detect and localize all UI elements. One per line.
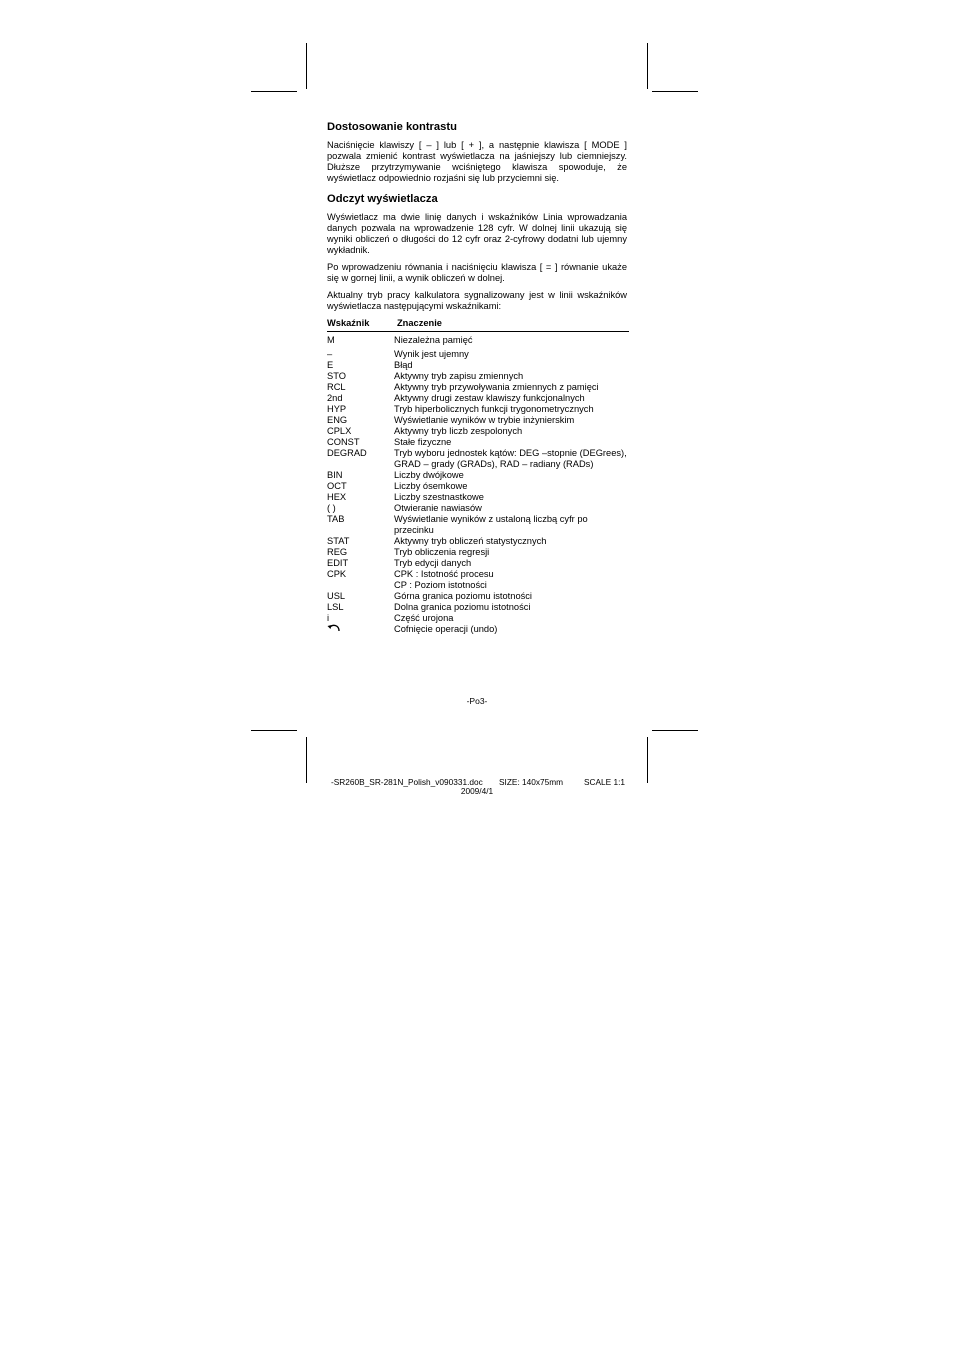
table-row [327, 580, 627, 591]
indicator-meaning: Liczby dwójkowe [394, 470, 464, 480]
table-row [327, 558, 627, 569]
table-row [327, 382, 627, 393]
table-row [327, 624, 627, 637]
table-row [327, 536, 627, 547]
table-row [327, 470, 627, 481]
indicator-meaning: Wynik jest ujemny [394, 349, 469, 359]
indicator-meaning: Dolna granica poziomu istotności [394, 602, 531, 612]
indicator-symbol: HEX [327, 492, 347, 502]
indicator-symbol [327, 580, 394, 591]
table-row [327, 514, 627, 536]
section-title: Odczyt wyświetlacza [327, 193, 438, 205]
footer-date: 2009/4/1 [460, 786, 494, 796]
paragraph: Po wprowadzeniu równania i naciśnięciu klawisza [ = ] równanie ukaże się w gornej linii, a wynik obliczeń w dolnej. [327, 262, 627, 283]
indicator-symbol: 2nd [327, 393, 343, 403]
indicator-symbol: HYP [327, 404, 347, 414]
indicator-meaning: Liczby szestnastkowe [394, 492, 484, 502]
footer-scale: SCALE 1:1 [584, 777, 626, 787]
indicator-symbol: LSL [327, 602, 344, 612]
indicator-symbol: STO [327, 371, 346, 381]
crop-mark [251, 730, 297, 731]
indicator-meaning: Aktywny tryb zapisu zmiennych [394, 371, 524, 381]
indicator-meaning: Błąd [394, 360, 413, 370]
crop-mark [647, 43, 648, 89]
indicator-symbol: CPK [327, 569, 347, 579]
undo-icon [327, 624, 394, 637]
indicator-symbol: BIN [327, 470, 343, 480]
indicator-symbol: EDIT [327, 558, 349, 568]
indicator-symbol: i [327, 613, 330, 623]
indicator-meaning: Aktywny drugi zestaw klawiszy funkcjonalnych [394, 393, 585, 403]
crop-mark [306, 43, 307, 89]
indicator-meaning: Tryb wyboru jednostek kątów: DEG –stopnie (DEGrees), GRAD – grady (GRADs), RAD – radiany (RADs) [394, 448, 627, 469]
table-row [327, 492, 627, 503]
table-row [327, 426, 627, 437]
indicator-meaning: Górna granica poziomu istotności [394, 591, 532, 601]
table-header [327, 318, 629, 332]
indicator-meaning: Aktywny tryb przywoływania zmiennych z pamięci [394, 382, 599, 392]
column-header: Znaczenie [397, 318, 442, 328]
table-row [327, 569, 627, 580]
indicator-symbol: ENG [327, 415, 348, 425]
indicator-meaning: Liczby ósemkowe [394, 481, 468, 491]
footer-file: -SR260B_SR-281N_Polish_v090331.doc [331, 777, 483, 787]
indicator-symbol: – [327, 349, 333, 359]
table-row [327, 404, 627, 415]
indicator-symbol: RCL [327, 382, 346, 392]
indicator-meaning: Tryb edycji danych [394, 558, 472, 568]
table-row [327, 613, 627, 624]
column-header: Wskaźnik [327, 318, 370, 328]
table-row [327, 448, 627, 470]
crop-mark [647, 737, 648, 783]
indicator-meaning: Cofnięcie operacji (undo) [394, 624, 498, 634]
table-row [327, 415, 627, 426]
indicator-meaning: Niezależna pamięć [394, 335, 473, 345]
indicator-meaning: Stałe fizyczne [394, 437, 452, 447]
indicator-symbol: DEGRAD [327, 448, 367, 458]
crop-mark [652, 91, 698, 92]
table-row [327, 547, 627, 558]
indicator-meaning: Tryb obliczenia regresji [394, 547, 490, 557]
table-row [327, 437, 627, 448]
table-row [327, 349, 627, 360]
table-row [327, 335, 627, 346]
indicator-symbol: OCT [327, 481, 347, 491]
section-title: Dostosowanie kontrastu [327, 121, 457, 133]
table-row [327, 503, 627, 514]
indicator-symbol: CONST [327, 437, 360, 447]
indicator-meaning: Tryb hiperbolicznych funkcji trygonometrycznych [394, 404, 594, 414]
indicator-meaning: Wyświetlanie wyników z ustaloną liczbą cyfr po przecinku [394, 514, 588, 535]
indicator-meaning: Aktywny tryb obliczeń statystycznych [394, 536, 547, 546]
indicator-symbol: M [327, 335, 335, 345]
table-row [327, 481, 627, 492]
table-row [327, 393, 627, 404]
crop-mark [652, 730, 698, 731]
indicator-table [327, 335, 627, 637]
indicator-symbol: USL [327, 591, 346, 601]
paragraph: Wyświetlacz ma dwie linię danych i wskaźników Linia wprowadzania danych pozwala na wprowadzenie 128 cyfr. W dolnej linii ukazują się wyniki obliczeń o długości do 12 cyfr oraz 2-cyfrowy dodatni lub ujemny wykładnik. [327, 212, 627, 255]
indicator-meaning: Wyświetlanie wyników w trybie inżynierskim [394, 415, 575, 425]
paragraph: Naciśnięcie klawiszy [ – ] lub [ + ], a następnie klawisza [ MODE ] pozwala zmienić kontrast wyświetlacza na jaśniejszy lub ciemniejszy. Dłuższe przytrzymywanie wciśniętego klawisza spowoduje, że wyświetlacz odpowiednio rozjaśni się lub przyciemni się. [327, 140, 627, 183]
indicator-symbol: STAT [327, 536, 350, 546]
crop-mark [306, 737, 307, 783]
indicator-meaning: CPK : Istotność procesu [394, 569, 494, 579]
paragraph: Aktualny tryb pracy kalkulatora sygnalizowany jest w linii wskaźników wyświetlacza następującymi wskaźnikami: [327, 290, 627, 311]
indicator-meaning: CP : Poziom istotności [394, 580, 487, 590]
indicator-meaning: Część urojona [394, 613, 454, 623]
footer-size: SIZE: 140x75mm [499, 777, 564, 787]
table-row [327, 602, 627, 613]
indicator-meaning: Aktywny tryb liczb zespolonych [394, 426, 523, 436]
table-row [327, 591, 627, 602]
indicator-symbol: CPLX [327, 426, 352, 436]
table-row [327, 360, 627, 371]
indicator-symbol: E [327, 360, 334, 370]
indicator-symbol: ( ) [327, 503, 336, 513]
indicator-meaning: Otwieranie nawiasów [394, 503, 482, 513]
crop-mark [251, 91, 297, 92]
table-row [327, 371, 627, 382]
page-number: -Po3- [466, 696, 488, 706]
page-content [327, 120, 627, 637]
indicator-symbol: REG [327, 547, 348, 557]
indicator-symbol: TAB [327, 514, 345, 524]
